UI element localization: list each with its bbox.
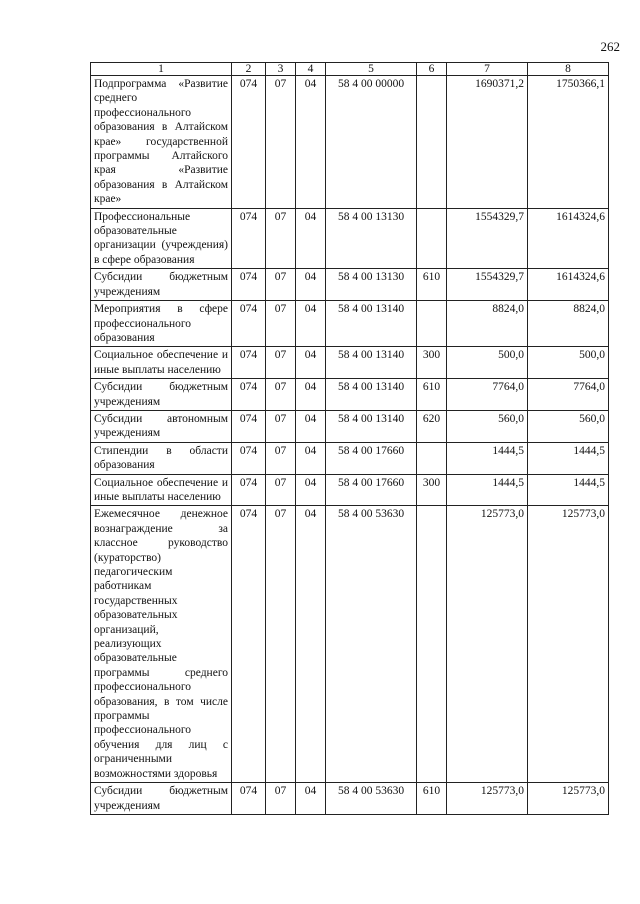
- subsection-code: 04: [296, 347, 326, 379]
- section-code: 07: [266, 301, 296, 347]
- ministry-code: 074: [232, 474, 266, 506]
- item-name: Социальное обеспечение и иные выплаты населению: [91, 474, 232, 506]
- expense-type-code: [417, 301, 447, 347]
- ministry-code: 074: [232, 783, 266, 815]
- ministry-code: 074: [232, 410, 266, 442]
- ministry-code: 074: [232, 442, 266, 474]
- page-number: 262: [600, 39, 620, 54]
- target-article-code: 58 4 00 13130: [326, 269, 417, 301]
- table-row: [91, 474, 609, 506]
- subsection-code: 04: [296, 76, 326, 209]
- section-code: 07: [266, 474, 296, 506]
- subsection-code: 04: [296, 410, 326, 442]
- target-article-code: 58 4 00 13140: [326, 301, 417, 347]
- amount-year-2: 8824,0: [528, 301, 609, 347]
- section-code: 07: [266, 506, 296, 783]
- amount-year-1: 1690371,2: [447, 76, 528, 209]
- ministry-code: 074: [232, 76, 266, 209]
- ministry-code: 074: [232, 379, 266, 411]
- section-code: 07: [266, 783, 296, 815]
- amount-year-1: 125773,0: [447, 506, 528, 783]
- section-code: 07: [266, 76, 296, 209]
- target-article-code: 58 4 00 53630: [326, 783, 417, 815]
- expense-type-code: [417, 506, 447, 783]
- table-row: [91, 301, 609, 347]
- table-row: [91, 269, 609, 301]
- item-name: Мероприятия в сфере профессионального образования: [91, 301, 232, 347]
- ministry-code: 074: [232, 208, 266, 269]
- expense-type-code: 610: [417, 269, 447, 301]
- amount-year-1: 560,0: [447, 410, 528, 442]
- expense-type-code: [417, 442, 447, 474]
- subsection-code: 04: [296, 269, 326, 301]
- amount-year-1: 7764,0: [447, 379, 528, 411]
- ministry-code: 074: [232, 347, 266, 379]
- amount-year-1: 1554329,7: [447, 269, 528, 301]
- expense-type-code: 610: [417, 379, 447, 411]
- expense-type-code: 300: [417, 347, 447, 379]
- amount-year-1: 1444,5: [447, 474, 528, 506]
- amount-year-1: 1444,5: [447, 442, 528, 474]
- ministry-code: 074: [232, 301, 266, 347]
- section-code: 07: [266, 269, 296, 301]
- section-code: 07: [266, 208, 296, 269]
- table-row: [91, 379, 609, 411]
- table-row: [91, 347, 609, 379]
- header-row: [91, 63, 609, 76]
- section-code: 07: [266, 442, 296, 474]
- table-row: [91, 442, 609, 474]
- expense-type-code: 610: [417, 783, 447, 815]
- column-header: 4: [296, 63, 326, 76]
- column-header: 6: [417, 63, 447, 76]
- ministry-code: 074: [232, 269, 266, 301]
- item-name: Субсидии автономным учреждениям: [91, 410, 232, 442]
- amount-year-2: 1614324,6: [528, 269, 609, 301]
- amount-year-2: 1444,5: [528, 474, 609, 506]
- target-article-code: 58 4 00 13140: [326, 347, 417, 379]
- subsection-code: 04: [296, 208, 326, 269]
- item-name: Стипендии в области образования: [91, 442, 232, 474]
- amount-year-2: 500,0: [528, 347, 609, 379]
- amount-year-1: 125773,0: [447, 783, 528, 815]
- target-article-code: 58 4 00 53630: [326, 506, 417, 783]
- subsection-code: 04: [296, 379, 326, 411]
- column-header: 3: [266, 63, 296, 76]
- expense-type-code: [417, 208, 447, 269]
- amount-year-1: 1554329,7: [447, 208, 528, 269]
- column-header: 8: [528, 63, 609, 76]
- subsection-code: 04: [296, 783, 326, 815]
- amount-year-2: 125773,0: [528, 506, 609, 783]
- ministry-code: 074: [232, 506, 266, 783]
- section-code: 07: [266, 347, 296, 379]
- target-article-code: 58 4 00 17660: [326, 442, 417, 474]
- item-name: Профессиональные образовательные организации (учреждения) в сфере образования: [91, 208, 232, 269]
- column-header: 7: [447, 63, 528, 76]
- section-code: 07: [266, 410, 296, 442]
- target-article-code: 58 4 00 13140: [326, 379, 417, 411]
- column-header: 1: [91, 63, 232, 76]
- subsection-code: 04: [296, 474, 326, 506]
- target-article-code: 58 4 00 17660: [326, 474, 417, 506]
- amount-year-2: 560,0: [528, 410, 609, 442]
- item-name: Субсидии бюджетным учреждениям: [91, 379, 232, 411]
- expense-type-code: 620: [417, 410, 447, 442]
- subsection-code: 04: [296, 442, 326, 474]
- amount-year-1: 8824,0: [447, 301, 528, 347]
- table-row: [91, 76, 609, 209]
- subsection-code: 04: [296, 301, 326, 347]
- table-row: [91, 506, 609, 783]
- budget-table: [90, 62, 609, 815]
- item-name: Социальное обеспечение и иные выплаты населению: [91, 347, 232, 379]
- subsection-code: 04: [296, 506, 326, 783]
- item-name: Ежемесячное денежное вознаграждение за классное руководство (кураторство) педагогическим работникам государственных образовательных организаций, реализующих образовательные программы среднего профессионального образования, в том числе программы профессионального обучения для лиц с ограниченными возможностями здоровья: [91, 506, 232, 783]
- table-row: [91, 208, 609, 269]
- expense-type-code: [417, 76, 447, 209]
- table-body: [91, 76, 609, 815]
- target-article-code: 58 4 00 13140: [326, 410, 417, 442]
- column-header: 2: [232, 63, 266, 76]
- item-name: Субсидии бюджетным учреждениям: [91, 269, 232, 301]
- table-row: [91, 783, 609, 815]
- amount-year-1: 500,0: [447, 347, 528, 379]
- target-article-code: 58 4 00 13130: [326, 208, 417, 269]
- amount-year-2: 1444,5: [528, 442, 609, 474]
- target-article-code: 58 4 00 00000: [326, 76, 417, 209]
- item-name: Подпрограмма «Развитие среднего профессионального образования в Алтайском крае» государственной программы Алтайского края «Развитие образования в Алтайском крае»: [91, 76, 232, 209]
- amount-year-2: 125773,0: [528, 783, 609, 815]
- table-row: [91, 410, 609, 442]
- section-code: 07: [266, 379, 296, 411]
- column-header: 5: [326, 63, 417, 76]
- expense-type-code: 300: [417, 474, 447, 506]
- amount-year-2: 1614324,6: [528, 208, 609, 269]
- item-name: Субсидии бюджетным учреждениям: [91, 783, 232, 815]
- amount-year-2: 7764,0: [528, 379, 609, 411]
- amount-year-2: 1750366,1: [528, 76, 609, 209]
